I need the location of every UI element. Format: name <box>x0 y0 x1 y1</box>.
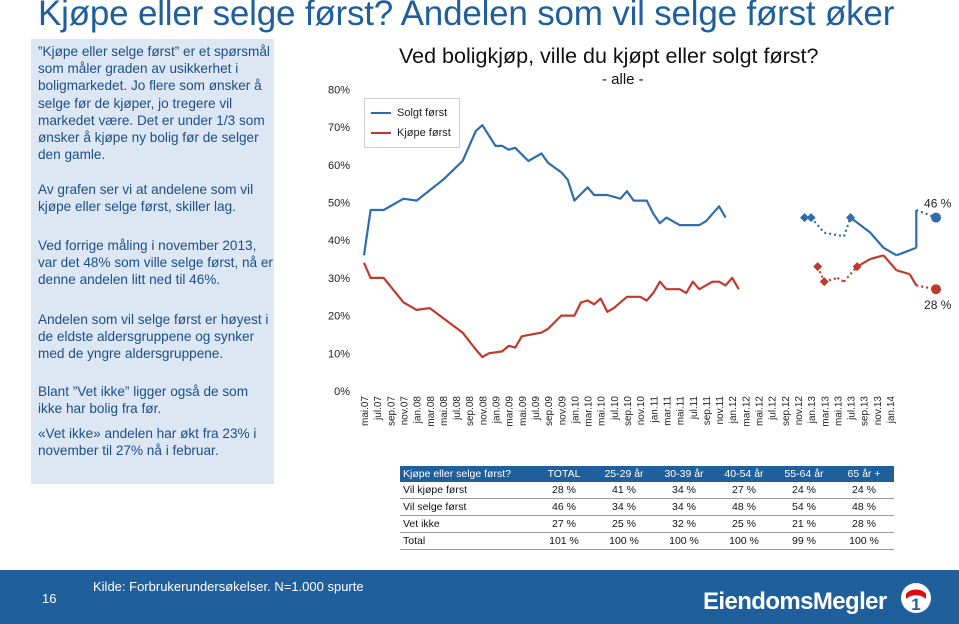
y-tick-label: 40% <box>327 235 350 248</box>
table-header-cell: Kjøpe eller selge først? <box>400 466 534 482</box>
svg-text:1: 1 <box>911 595 921 614</box>
y-tick-label: 60% <box>327 159 350 172</box>
table-row <box>400 533 894 550</box>
x-tick-label: jan.10 <box>570 396 582 424</box>
x-tick-label: sep.07 <box>386 396 398 427</box>
x-tick-label: jan.14 <box>886 396 897 424</box>
x-tick-label: mai.12 <box>754 396 766 427</box>
x-tick-label: mai.07 <box>360 396 371 427</box>
series-segment <box>870 233 883 248</box>
table-cell: 21 % <box>774 516 834 533</box>
x-tick-label: mar.11 <box>662 396 674 426</box>
x-tick-label: mar.08 <box>425 396 437 427</box>
x-tick-label: sep.11 <box>701 396 713 426</box>
x-tick-label: mar.13 <box>820 396 832 427</box>
x-tick-label: jan.09 <box>491 396 503 424</box>
commentary-panel <box>31 39 274 484</box>
commentary-paragraph: Blant ”Vet ikke” ligger også de som ikke har bolig fra før. <box>38 384 249 417</box>
x-tick-label: nov.12 <box>793 396 805 426</box>
x-tick-label: jan.11 <box>649 396 661 423</box>
x-tick-label: mai.11 <box>675 396 687 426</box>
y-tick-label: 10% <box>327 348 350 361</box>
legend-label: Kjøpe først <box>397 127 451 139</box>
table-cell: 48 % <box>714 499 774 516</box>
source-note: Kilde: Forbrukerundersøkelser. N=1.000 spurte <box>93 579 364 594</box>
x-tick-label: sep.09 <box>544 396 556 427</box>
x-tick-label: nov.10 <box>636 396 648 426</box>
table-cell: 25 % <box>714 516 774 533</box>
commentary-paragraph: Andelen som vil selge først er høyest i de eldste aldersgruppene og synker med de yngre aldersgruppene. <box>38 312 269 362</box>
y-tick-label: 70% <box>327 122 350 135</box>
table-row <box>400 499 894 516</box>
series-segment <box>851 218 871 233</box>
x-tick-label: sep.08 <box>465 396 477 427</box>
table-cell: 46 % <box>534 499 594 516</box>
table-header-cell: 65 år + <box>834 466 894 482</box>
table-cell: 54 % <box>774 499 834 516</box>
x-tick-label: jul.13 <box>846 396 858 420</box>
x-tick-label: jul.12 <box>767 396 779 420</box>
data-point-marker <box>820 277 829 286</box>
series-segment <box>824 233 844 237</box>
series-segment <box>897 248 917 256</box>
x-tick-label: sep.13 <box>859 396 871 427</box>
x-tick-label: mar.10 <box>583 396 595 427</box>
x-tick-label: mai.10 <box>596 396 608 427</box>
table-header-cell: 30-39 år <box>654 466 714 482</box>
legend-item-buy-first <box>371 125 451 141</box>
table-row <box>400 482 894 499</box>
table-header-cell: 40-54 år <box>714 466 774 482</box>
x-tick-label: nov.09 <box>557 396 569 426</box>
series-segment <box>870 255 883 259</box>
table-cell: 48 % <box>834 499 894 516</box>
chart-legend <box>364 98 460 148</box>
data-point-marker <box>807 213 816 222</box>
legend-swatch-buy <box>371 132 391 134</box>
chart-title: Ved boligkjøp, ville du kjøpt eller solgt først? <box>399 44 819 68</box>
legend-swatch-sell <box>371 112 391 114</box>
x-tick-label: jul.11 <box>688 396 700 420</box>
data-point-marker <box>931 213 941 223</box>
table-header-cell: TOTAL <box>534 466 594 482</box>
table-cell: 25 % <box>594 516 654 533</box>
x-tick-label: nov.11 <box>715 396 727 425</box>
end-value-label: 46 % <box>924 196 952 211</box>
table-cell: Vil selge først <box>400 499 534 516</box>
series-segment <box>883 255 896 270</box>
legend-item-sell-first <box>371 105 447 121</box>
x-tick-label: mai.08 <box>438 396 450 427</box>
table-cell: 28 % <box>834 516 894 533</box>
table-cell: 28 % <box>534 482 594 499</box>
x-tick-label: jan.13 <box>807 396 819 424</box>
x-tick-label: mai.13 <box>833 396 845 427</box>
logo-badge-icon <box>900 582 932 614</box>
table-cell: 100 % <box>834 533 894 550</box>
commentary-paragraph: «Vet ikke» andelen har økt fra 23% i november til 27% nå i februar. <box>38 426 257 459</box>
data-point-marker <box>813 262 822 271</box>
x-tick-label: mar.09 <box>504 396 516 427</box>
table-cell: 99 % <box>774 533 834 550</box>
x-tick-label: jul.09 <box>530 396 542 420</box>
table-cell: 24 % <box>834 482 894 499</box>
x-tick-label: jul.10 <box>609 396 621 420</box>
commentary-paragraph: Ved forrige måling i november 2013, var det 48% som ville selge først, nå er denne andelen litt ned til 46%. <box>38 238 273 288</box>
table-header-row <box>400 466 894 482</box>
series-segment <box>837 278 844 282</box>
x-tick-label: nov.08 <box>478 396 490 426</box>
series-segment <box>897 270 910 274</box>
table-cell: 100 % <box>714 533 774 550</box>
table-cell: 24 % <box>774 482 834 499</box>
footer-bar <box>0 570 959 624</box>
table-cell: 27 % <box>534 516 594 533</box>
end-value-label: 28 % <box>924 298 952 313</box>
y-tick-label: 50% <box>327 197 350 210</box>
series-line-buy-first <box>364 263 739 357</box>
x-tick-label: nov.13 <box>872 396 884 426</box>
x-tick-label: jan.12 <box>728 396 740 424</box>
y-tick-label: 0% <box>334 386 350 398</box>
table-cell: Total <box>400 533 534 550</box>
x-tick-label: jul.08 <box>452 396 464 420</box>
legend-label: Solgt først <box>397 107 448 119</box>
table-cell: 34 % <box>654 499 714 516</box>
age-group-table <box>400 466 894 550</box>
table-cell: 34 % <box>594 499 654 516</box>
x-tick-label: nov.07 <box>399 396 411 426</box>
table-header-cell: 25-29 år <box>594 466 654 482</box>
series-segment <box>883 248 896 256</box>
x-tick-label: sep.10 <box>623 396 634 427</box>
x-tick-label: jul.07 <box>373 396 385 420</box>
commentary-paragraph: ”Kjøpe eller selge først” er et spørsmål som måler graden av usikkerhet i boligmarkedet. Jo flere som ønsker å selge før de kjøper, jo tregere vil markedet være. Det er under 1/3 som ønsker å kjøpe ny bolig før de selger den gamle. <box>38 44 270 163</box>
table-cell: 27 % <box>714 482 774 499</box>
table-cell: 100 % <box>654 533 714 550</box>
x-tick-label: jan.08 <box>412 396 424 424</box>
brand-logo <box>703 582 935 618</box>
x-tick-label: mai.09 <box>517 396 529 427</box>
table-cell: 41 % <box>594 482 654 499</box>
series-segment <box>910 274 917 285</box>
page-title: Kjøpe eller selge først? Andelen som vil selge først øker <box>38 0 895 33</box>
table-row <box>400 516 894 533</box>
table-cell: 32 % <box>654 516 714 533</box>
page-number: 16 <box>42 591 57 606</box>
table-header-cell: 55-64 år <box>774 466 834 482</box>
data-point-marker <box>931 284 941 294</box>
table-cell: 100 % <box>594 533 654 550</box>
x-tick-label: mar.12 <box>741 396 753 427</box>
x-tick-label: sep.12 <box>780 396 792 427</box>
commentary-paragraph: Av grafen ser vi at andelene som vil kjøpe eller selge først, skiller lag. <box>38 182 254 215</box>
chart-subtitle: - alle - <box>602 71 644 88</box>
y-tick-label: 30% <box>327 272 350 285</box>
y-tick-label: 20% <box>327 310 350 323</box>
table-cell: Vil kjøpe først <box>400 482 534 499</box>
logo-wordmark: EiendomsMegler <box>703 588 887 615</box>
table-cell: Vet ikke <box>400 516 534 533</box>
y-tick-label: 80% <box>327 84 350 97</box>
table-cell: 101 % <box>534 533 594 550</box>
table-cell: 34 % <box>654 482 714 499</box>
